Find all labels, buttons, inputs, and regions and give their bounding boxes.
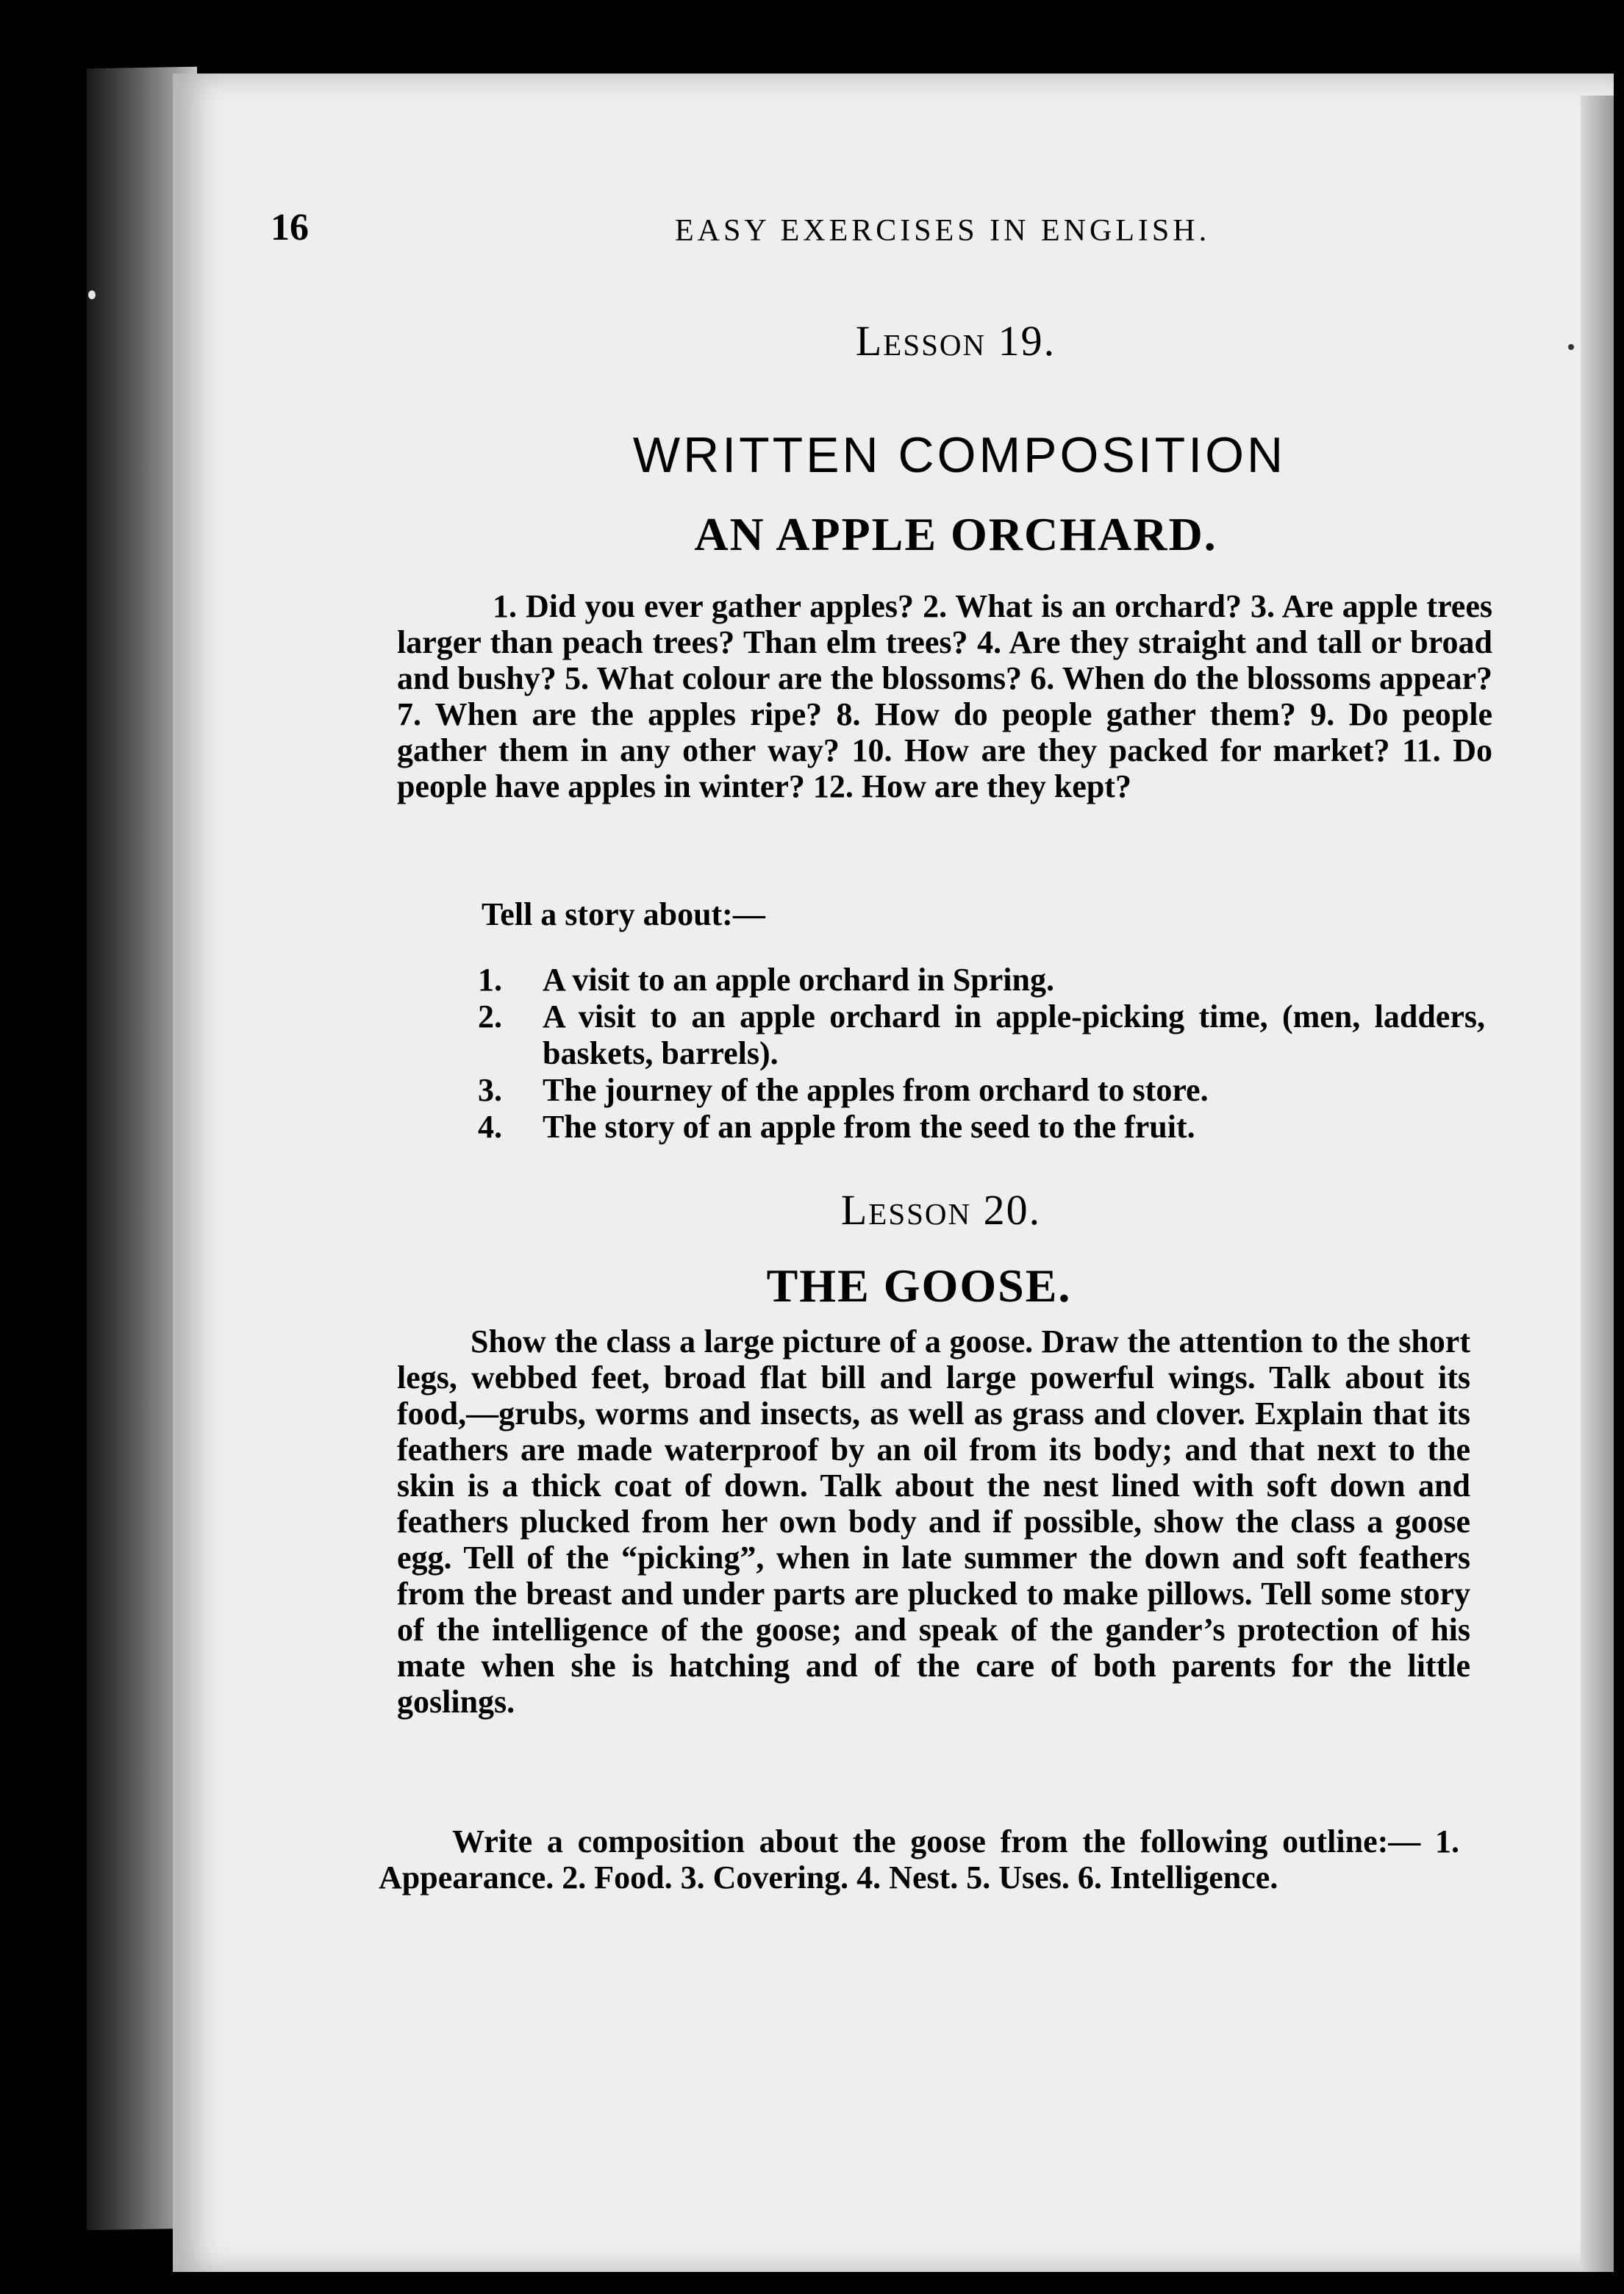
apple-orchard-title: AN APPLE ORCHARD. bbox=[694, 508, 1217, 560]
list-item bbox=[478, 1109, 1485, 1146]
lesson-19-title: Lesson 19. bbox=[855, 317, 1056, 365]
dust-speck bbox=[1568, 344, 1574, 350]
goose-title: THE GOOSE. bbox=[766, 1259, 1072, 1312]
goose-paragraph: Show the class a large picture of a goose. Draw the attention to the short legs, webbed feet, broad flat bill and large powerful wings. Talk about its food,—grubs, worms and insects, as well as grass and clover. Explain that its feathers are made waterproof by an oil from its body; and that next to the skin is a thick coat of down. Talk about the nest lined with soft down and feathers plucked from her own body and if possible, show the class a goose egg. Tell of the “picking”, when in late summer the down and soft feathers from the breast and under parts are plucked to make pillows. Tell some story of the intelligence of the goose; and speak of the gander’s protection of his mate when she is hatching and of the care of both parents for the little goslings. bbox=[397, 1323, 1470, 1720]
apple-questions: 1. Did you ever gather apples? 2. What is an orchard? 3. Are apple trees larger than peach trees? Than elm trees? 4. Are they straight and tall or broad and bushy? 5. What colour are the blossoms? 6. When do the blossoms appear? 7. When are the apples ripe? 8. How do people gather them? 9. Do people gather them in any other way? 10. How are they packed for market? 11. Do people have apples in winter? 12. How are they kept? bbox=[397, 588, 1492, 804]
list-number: 2. bbox=[478, 998, 502, 1035]
goose-assignment: Write a composition about the goose from the following outline:— 1. Appearance. 2. Food. 3. Covering. 4. Nest. 5. Uses. 6. Intelligence. bbox=[379, 1823, 1459, 1895]
list-text: The story of an apple from the seed to the fruit. bbox=[543, 1109, 1195, 1145]
story-prompt: Tell a story about:— bbox=[482, 896, 765, 932]
list-text: The journey of the apples from orchard to store. bbox=[543, 1072, 1209, 1108]
list-number: 1. bbox=[478, 962, 502, 998]
page-header bbox=[271, 206, 1300, 265]
list-item bbox=[478, 962, 1485, 998]
list-item bbox=[478, 1072, 1485, 1109]
section-title: WRITTEN COMPOSITION bbox=[632, 427, 1287, 483]
list-number: 3. bbox=[478, 1072, 502, 1108]
list-item bbox=[478, 998, 1485, 1072]
page-edge bbox=[1581, 96, 1614, 2272]
lesson-20-title: Lesson 20. bbox=[840, 1186, 1042, 1234]
book-page bbox=[173, 74, 1614, 2272]
page-number: 16 bbox=[271, 207, 309, 249]
list-text: A visit to an apple orchard in apple-picking time, (men, ladders, baskets, barrels). bbox=[543, 998, 1485, 1071]
running-head: EASY EXERCISES IN ENGLISH. bbox=[675, 214, 1211, 248]
story-list bbox=[478, 962, 1485, 1146]
list-number: 4. bbox=[478, 1109, 502, 1145]
dust-speck bbox=[88, 290, 96, 299]
list-text: A visit to an apple orchard in Spring. bbox=[543, 962, 1054, 998]
